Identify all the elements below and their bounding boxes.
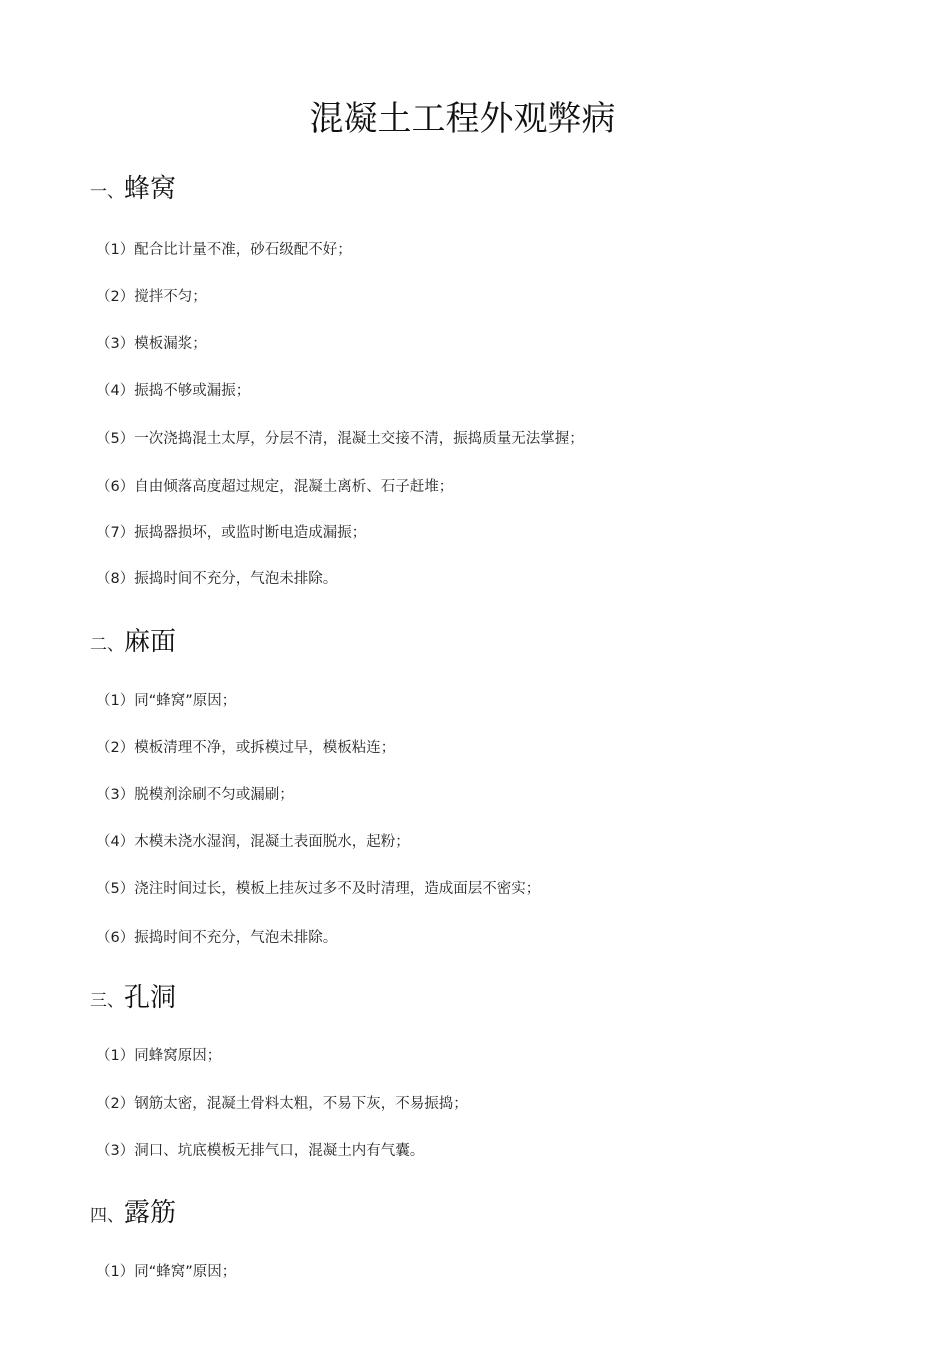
list-item: （2）搅拌不匀； — [96, 289, 207, 305]
section-number: 三、 — [90, 991, 124, 1011]
section-heading-pitted-surface — [90, 625, 176, 662]
list-item: （4）振捣不够或漏振； — [96, 383, 251, 399]
list-item: （7）振捣器损坏，或监时断电造成漏振； — [96, 525, 367, 541]
list-item: （4）木模未浇水湿润，混凝土表面脱水，起粉； — [96, 834, 410, 850]
list-item: （5）一次浇捣混土太厚，分层不清，混凝土交接不清，振捣质量无法掌握； — [96, 431, 584, 447]
section-name: 麻面 — [124, 627, 177, 657]
list-item: （3）模板漏浆； — [96, 336, 207, 352]
section-name: 孔洞 — [124, 983, 177, 1013]
section-name: 蜂窝 — [124, 174, 177, 204]
list-item: （6）自由倾落高度超过规定，混凝土离析、石子赶堆； — [96, 479, 454, 495]
section-heading-honeycomb — [90, 172, 176, 209]
list-item: （2）模板清理不净，或拆模过早，模板粘连； — [96, 740, 396, 756]
section-number: 四、 — [90, 1206, 124, 1226]
list-item: （8）振捣时间不充分，气泡未排除。 — [96, 571, 338, 587]
list-item: （5）浇注时间过长，模板上挂灰过多不及时清理，造成面层不密实； — [96, 881, 541, 897]
section-heading-holes — [90, 981, 176, 1018]
list-item: （6）振捣时间不充分，气泡未排除。 — [96, 930, 338, 946]
list-item: （2）钢筋太密，混凝土骨料太粗，不易下灰，不易振捣； — [96, 1096, 468, 1112]
list-item: （1）同“蜂窝”原因； — [96, 693, 237, 709]
list-item: （3）洞口、坑底模板无排气口，混凝土内有气囊。 — [96, 1143, 425, 1159]
section-name: 露筋 — [124, 1198, 177, 1228]
list-item: （3）脱模剂涂刷不匀或漏刷； — [96, 787, 294, 803]
list-item: （1）同“蜂窝”原因； — [96, 1264, 237, 1280]
list-item: （1）配合比计量不准，砂石级配不好； — [96, 242, 352, 258]
section-number: 二、 — [90, 635, 124, 655]
section-number: 一、 — [90, 182, 124, 202]
section-heading-exposed-rebar — [90, 1196, 176, 1233]
document-title: 混凝土工程外观弊病 — [309, 99, 616, 139]
list-item: （1）同蜂窝原因； — [96, 1048, 222, 1064]
